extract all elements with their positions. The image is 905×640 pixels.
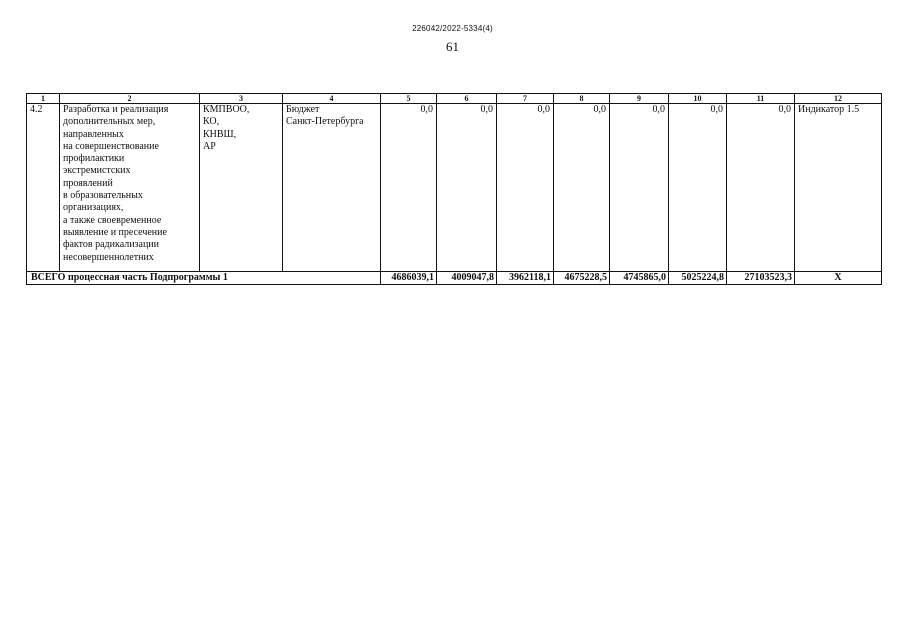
description-line: выявление и пресечение [63, 226, 167, 238]
row-value-10: 0,0 [669, 104, 727, 272]
description-line: на совершенствование [63, 140, 159, 152]
description-line: проявлений [63, 177, 113, 189]
description-line: профилактики [63, 153, 125, 165]
total-value-9: 4745865,0 [610, 272, 669, 285]
total-mark: Х [795, 272, 882, 285]
executor-line: КО, [203, 116, 220, 128]
column-number-row [27, 94, 882, 104]
row-value-11: 0,0 [727, 104, 795, 272]
row-executors [200, 104, 283, 272]
col-number-9: 9 [610, 94, 669, 104]
row-value-6: 0,0 [437, 104, 497, 272]
executor-line: КМПВОО, [203, 104, 250, 115]
executor-line: КНВШ, [203, 128, 237, 140]
row-description [60, 104, 200, 272]
col-number-1: 1 [27, 94, 60, 104]
table-row [27, 104, 882, 272]
col-number-4: 4 [283, 94, 381, 104]
col-number-10: 10 [669, 94, 727, 104]
col-number-12: 12 [795, 94, 882, 104]
description-line: фактов радикализации [63, 239, 160, 251]
row-indicator: Индикатор 1.5 [795, 104, 882, 272]
description-line: Разработка и реализация [63, 104, 169, 115]
description-line: а также своевременное [63, 214, 162, 226]
row-funding-source [283, 104, 381, 272]
budget-table [26, 93, 882, 285]
col-number-11: 11 [727, 94, 795, 104]
description-line: направленных [63, 128, 124, 140]
total-value-5: 4686039,1 [381, 272, 437, 285]
total-value-10: 5025224,8 [669, 272, 727, 285]
row-number: 4.2 [27, 104, 60, 272]
total-row [27, 272, 882, 285]
total-value-6: 4009047,8 [437, 272, 497, 285]
document-id: 226042/2022-5334(4) [412, 24, 493, 33]
source-line: Бюджет [286, 104, 320, 115]
description-line: несовершеннолетних [63, 251, 154, 263]
row-value-5: 0,0 [381, 104, 437, 272]
total-value-8: 4675228,5 [554, 272, 610, 285]
total-value-11: 27103523,3 [727, 272, 795, 285]
row-value-7: 0,0 [497, 104, 554, 272]
description-line: в образовательных [63, 190, 143, 202]
page-number: 61 [446, 39, 459, 54]
row-value-9: 0,0 [610, 104, 669, 272]
description-line: экстремистских [63, 165, 131, 177]
total-label: ВСЕГО процессная часть Подпрограммы 1 [27, 272, 381, 285]
col-number-3: 3 [200, 94, 283, 104]
source-line: Санкт-Петербурга [286, 116, 364, 128]
col-number-6: 6 [437, 94, 497, 104]
col-number-2: 2 [60, 94, 200, 104]
total-value-7: 3962118,1 [497, 272, 554, 285]
col-number-7: 7 [497, 94, 554, 104]
col-number-8: 8 [554, 94, 610, 104]
description-line: дополнительных мер, [63, 116, 156, 128]
description-line: организациях, [63, 202, 124, 214]
executor-line: АР [203, 140, 216, 152]
col-number-5: 5 [381, 94, 437, 104]
row-value-8: 0,0 [554, 104, 610, 272]
